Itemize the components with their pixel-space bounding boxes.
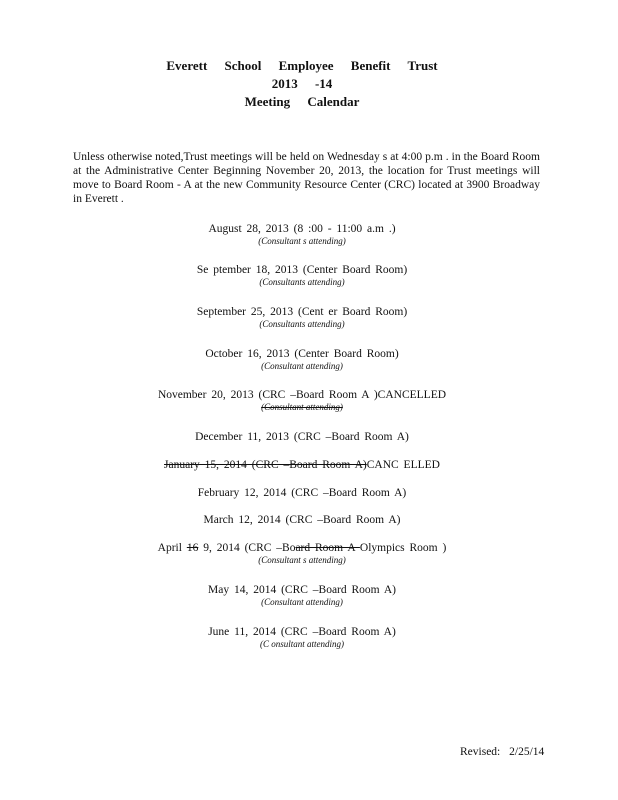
title-year: 2013 -14: [271, 76, 333, 91]
meeting-date: September 25, 2013 (Cent er Board Room): [196, 306, 408, 318]
title-calendar: Meeting Calendar: [244, 94, 360, 109]
meeting-note: (Consultant attending): [261, 361, 343, 371]
document-title: [0, 57, 604, 111]
old-day: 16: [186, 542, 199, 554]
old-location: ard Room A: [295, 542, 360, 554]
meeting-date: March 12, 2014 (CRC –Board Room A): [203, 514, 401, 526]
meeting-date-text: January 15, 2014 (CRC –Board Room A): [164, 459, 367, 471]
meeting-year-location: , 2014 (CRC –Bo: [208, 542, 296, 554]
meeting-date: [0, 388, 604, 402]
meeting-date: [0, 458, 604, 472]
meeting-item: [0, 458, 604, 472]
meeting-note: (Consultant s attending): [258, 555, 346, 565]
cancelled-label: CANC ELLED: [366, 459, 440, 471]
meeting-date: October 16, 2013 (Center Board Room): [205, 348, 399, 360]
title-organization: Everett School Employee Benefit Trust: [166, 58, 438, 73]
meeting-item: [0, 486, 604, 500]
meeting-date: December 11, 2013 (CRC –Board Room A): [195, 431, 409, 443]
new-location: Olympics Room ): [359, 542, 447, 554]
meeting-item: [0, 388, 604, 413]
meeting-date: June 11, 2014 (CRC –Board Room A): [208, 626, 396, 638]
meeting-item: [0, 541, 604, 566]
meeting-note: (Consultant s attending): [258, 236, 346, 246]
meeting-item: [0, 263, 604, 288]
intro-paragraph: Unless otherwise noted,Trust meetings will be held on Wednesday s at 4:00 p.m . in the Board Room at the Administrative Center Beginning November 20, 2013, the location for Trust meetings will move to Board Room - A at the new Community Resource Center (CRC) located at 3900 Broadway in Everett .: [73, 150, 540, 205]
meeting-date: February 12, 2014 (CRC –Board Room A): [197, 487, 407, 499]
meeting-date: [0, 541, 604, 555]
meeting-date: May 14, 2014 (CRC –Board Room A): [207, 584, 396, 596]
meeting-month: April: [157, 542, 187, 554]
meeting-item: [0, 305, 604, 330]
revised-date: [460, 746, 544, 758]
meeting-note: (C onsultant attending): [260, 639, 344, 649]
meeting-date: August 28, 2013 (8 :00 - 11:00 a.m .): [208, 223, 396, 235]
revised-value: 2/25/14: [509, 746, 545, 758]
meeting-note: (Consultants attending): [259, 319, 345, 329]
meeting-note: (Consultants attending): [259, 277, 345, 287]
meeting-date-text: November 20, 2013 (CRC –Board Room A ): [157, 389, 378, 401]
meeting-item: [0, 347, 604, 372]
meeting-item: [0, 222, 604, 247]
cancelled-label: CANCELLED: [377, 389, 447, 401]
meeting-item: [0, 583, 604, 608]
meeting-date: Se ptember 18, 2013 (Center Board Room): [196, 264, 408, 276]
new-day: 9: [198, 542, 209, 554]
meeting-note: (Consultant attending): [261, 597, 343, 607]
meeting-note: (Consultant attending): [261, 402, 343, 412]
meeting-item: [0, 430, 604, 444]
revised-label: Revised:: [460, 746, 501, 758]
meeting-item: [0, 625, 604, 650]
meeting-item: [0, 513, 604, 527]
